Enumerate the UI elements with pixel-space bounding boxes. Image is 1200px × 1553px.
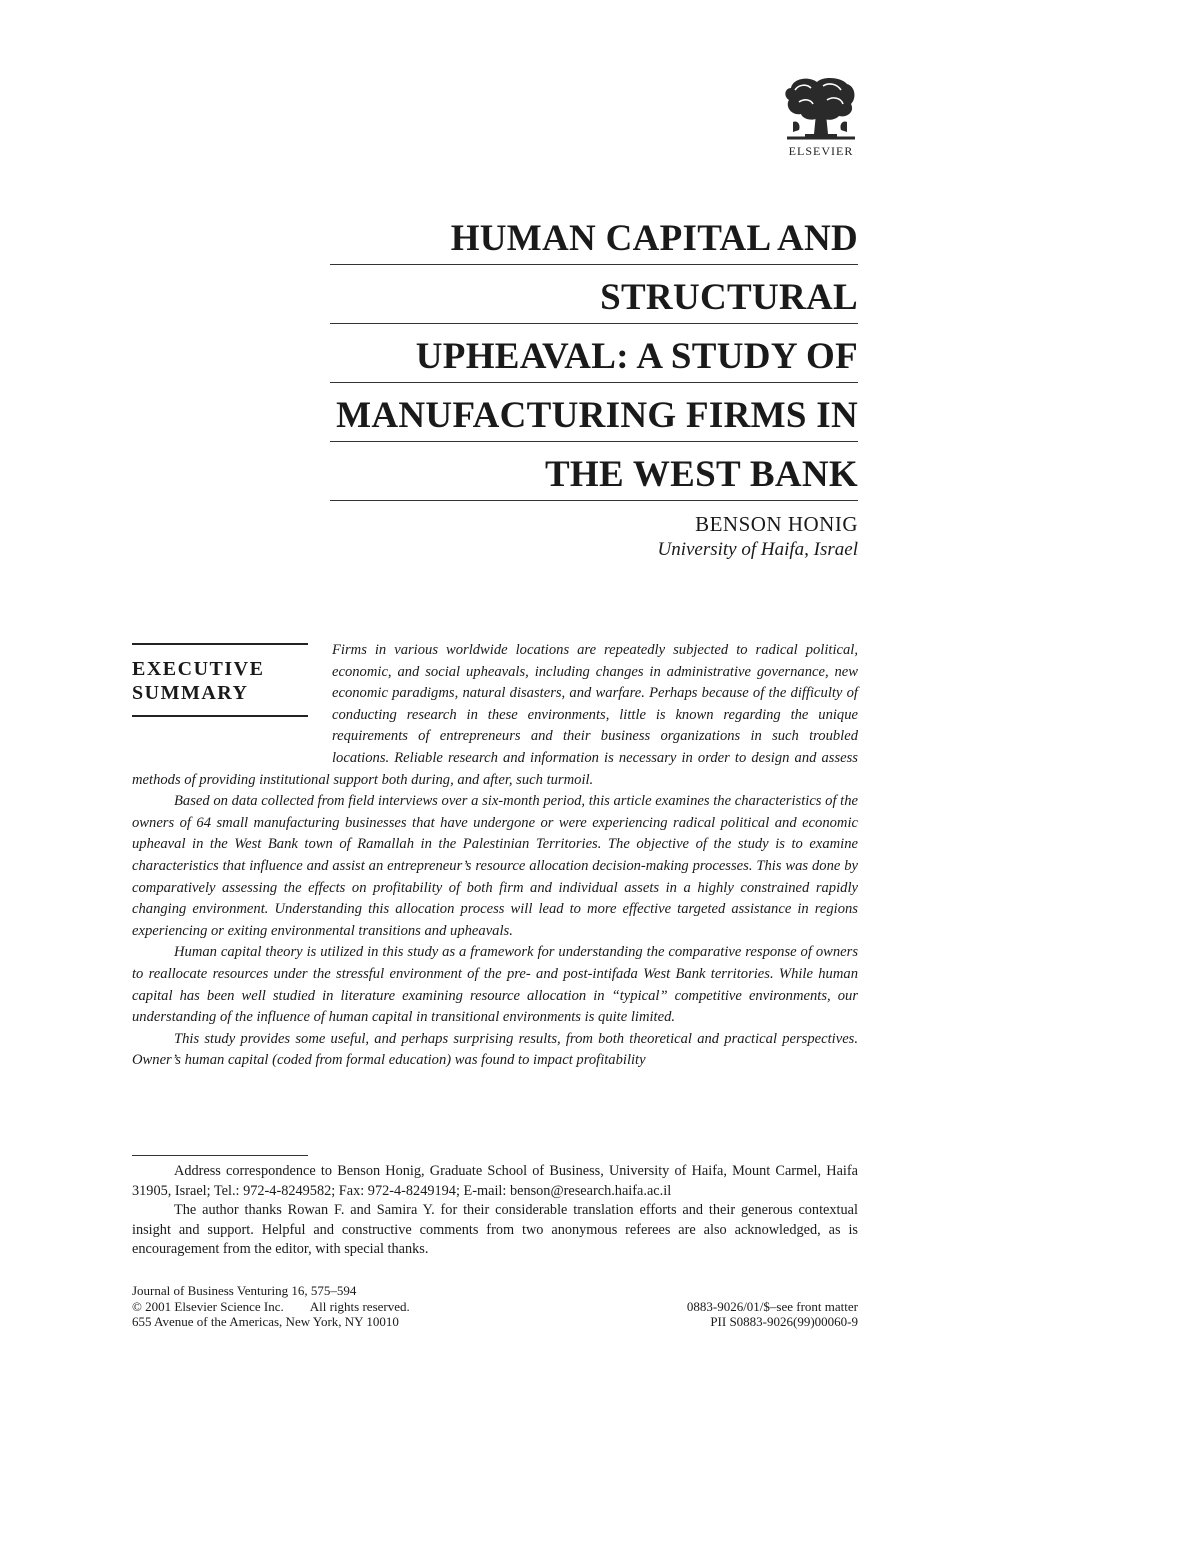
heading-space (132, 640, 332, 768)
elsevier-tree-icon (783, 74, 859, 142)
heading-line: SUMMARY (132, 682, 249, 704)
title-line: STRUCTURAL (330, 265, 858, 324)
author-name: BENSON HONIG (695, 512, 858, 536)
journal-row (132, 1283, 858, 1299)
acknowledgment-note: The author thanks Rowan F. and Samira Y. for their considerable translation efforts and their generous contextual insight and support. Helpful and constructive comments from two anonymous referees are also acknowledged, as is encouragement from the editor, with special thanks. (132, 1202, 858, 1257)
journal-pii: PII S0883-9026(99)00060-9 (710, 1314, 858, 1329)
footnote-rule (132, 1155, 308, 1156)
footnote (132, 1162, 858, 1260)
executive-summary-text (132, 640, 858, 1072)
journal-address: 655 Avenue of the Americas, New York, NY 10010 (132, 1314, 399, 1329)
heading-line: EXECUTIVE (132, 658, 265, 680)
publisher-name: ELSEVIER (788, 144, 854, 158)
summary-paragraph: Human capital theory is utilized in this study as a framework for understanding the comparative response of owners to reallocate resources under the stressful environment of the pre- and post-intifada West Bank territories. While human capital has been well studied in literature examining resource allocation in “typical” competitive environments, our understanding of the influence of human capital in transitional environments is quite limited. (132, 944, 858, 1026)
journal-copyright: © 2001 Elsevier Science Inc. (132, 1298, 284, 1314)
title-line: MANUFACTURING FIRMS IN (330, 383, 858, 442)
journal-rights: All rights reserved. (309, 1298, 410, 1314)
summary-paragraph: Based on data collected from field interviews over a six-month period, this article examines the characteristics of the owners of 64 small manufacturing businesses that have undergone or were experiencing radical political and economic upheaval in the West Bank town of Ramallah in the Palestinian Territories. The objective of the study is to examine characteristics that influence and assist an entrepreneur’s resource allocation decision-making processes. This was done by comparatively assessing the effects on profitability of both firm and individual assets in a highly constrained rapidly changing environment. Understanding this allocation process will lead to more effective targeted assistance in regions experiencing or exiting environmental transitions and upheavals. (132, 793, 858, 939)
journal-issn: 0883-9026/01/$–see front matter (686, 1298, 858, 1314)
summary-paragraph: This study provides some useful, and perhaps surprising results, from both theoretical and practical perspectives. Owner’s human capital (coded from formal education) was found to impact profitability (132, 1030, 858, 1069)
summary-paragraph: Firms in various worldwide locations are repeatedly subjected to radical political, economic, and social upheavals, including changes in administrative governance, new economic paradigms, natural disasters, and warfare. Perhaps because of the difficulty of conducting research in these environments, little is known regarding the unique requirements of entrepreneurs and their business organizations in such troubled locations. Reliable research and information is necessary in order to design and assess methods of providing institutional support both during, and after, such turmoil. (132, 642, 858, 788)
title-line: HUMAN CAPITAL AND (330, 206, 858, 265)
journal-info (132, 1283, 858, 1330)
publisher-logo (780, 74, 862, 159)
title-line: UPHEAVAL: A STUDY OF (330, 324, 858, 383)
article-title (330, 206, 858, 501)
journal-row (132, 1299, 858, 1315)
journal-row (132, 1314, 858, 1330)
correspondence-note: Address correspondence to Benson Honig, Graduate School of Business, University of Haifa, Mount Carmel, Haifa 31905, Israel; Tel.: 972-4-8249582; Fax: 972-4-8249194; E-mail: benson@research.haifa.ac.il (132, 1163, 858, 1199)
journal-citation: Journal of Business Venturing 16, 575–594 (132, 1283, 357, 1298)
author-affiliation: University of Haifa, Israel (657, 539, 858, 560)
title-line: THE WEST BANK (330, 442, 858, 501)
